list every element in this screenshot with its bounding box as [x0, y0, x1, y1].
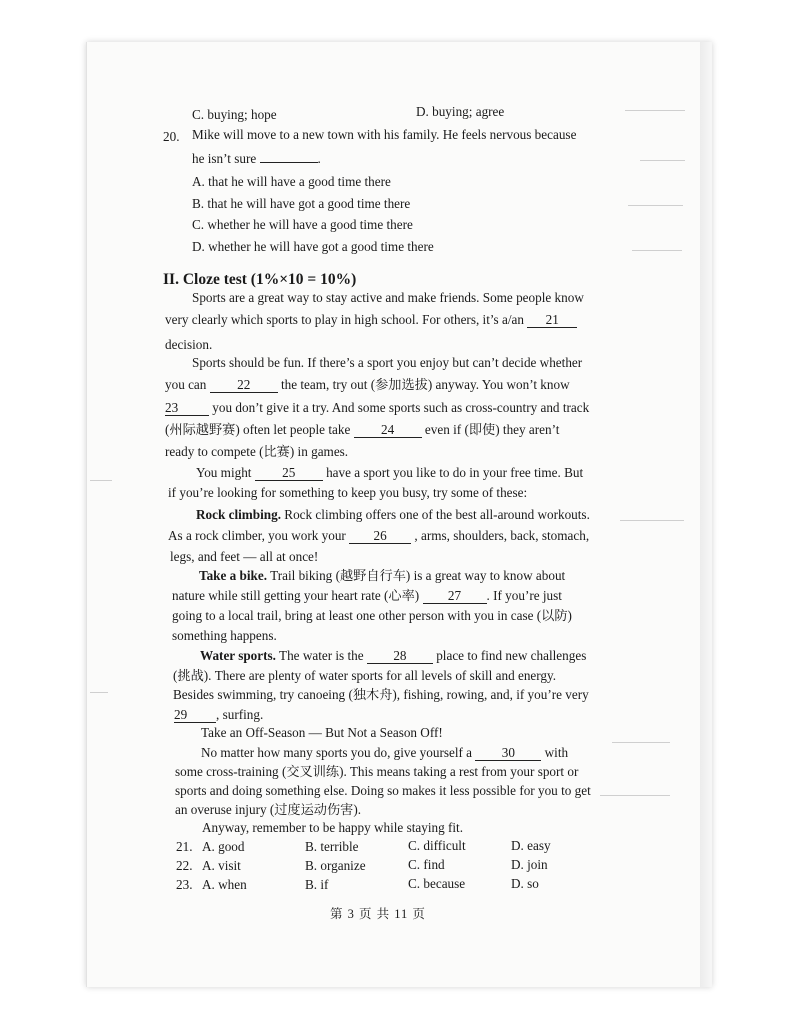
- passage-line: [168, 527, 589, 545]
- passage-text: have a sport you like to do in your free time. But: [326, 465, 584, 480]
- answer-23-c: C. because: [408, 876, 466, 891]
- blank-22: 22: [210, 378, 278, 393]
- passage-text: Trail biking (越野自行车) is a great way to know about: [270, 568, 566, 583]
- answer-23-b: B. if: [305, 877, 329, 892]
- passage-text: No matter how many sports you do, give yourself a: [201, 745, 473, 760]
- passage-line: [199, 567, 565, 585]
- q20-stem-line2: [192, 150, 321, 168]
- passage-text: you don’t give it a try. And some sports such as cross-country and track: [212, 400, 590, 415]
- bleed-through-mark: [620, 520, 684, 521]
- bleed-through-mark: [640, 160, 685, 161]
- passage-text: You might: [196, 465, 252, 480]
- subheading-take-a-bike: Take a bike.: [199, 568, 268, 583]
- blank-26: 26: [349, 529, 411, 544]
- bleed-through-mark: [628, 205, 683, 206]
- passage-text: . If you’re just: [486, 588, 562, 603]
- passage-line: [172, 587, 562, 605]
- subheading-rock-climbing: Rock climbing.: [196, 507, 281, 522]
- answer-22-a: A. visit: [202, 858, 241, 873]
- passage-text: As a rock climber, you work your: [168, 528, 346, 543]
- q20-stem-post: .: [317, 151, 321, 166]
- bleed-through-mark: [90, 692, 108, 693]
- passage-text: , arms, shoulders, back, stomach,: [414, 528, 590, 543]
- page-edge-shadow: [700, 42, 712, 987]
- passage-line: (挑战). There are plenty of water sports for all levels of skill and energy.: [173, 668, 557, 683]
- passage-line: an overuse injury (过度运动伤害).: [175, 802, 362, 817]
- passage-line: sports and doing something else. Doing so makes it less possible for you to get: [175, 783, 591, 798]
- passage-line: Besides swimming, try canoeing (独木舟), fishing, rowing, and, if you’re very: [173, 687, 589, 702]
- q20-option-d: D. whether he will have got a good time there: [192, 239, 434, 254]
- passage-line: [196, 464, 583, 482]
- answer-22-d: D. join: [511, 857, 548, 872]
- page-number-footer: 第 3 页 共 11 页: [330, 907, 426, 921]
- passage-text: Rock climbing offers one of the best all-around workouts.: [284, 507, 590, 522]
- passage-line: [165, 376, 570, 394]
- passage-line: ready to compete (比赛) in games.: [165, 444, 349, 459]
- answer-21-c: C. difficult: [408, 838, 466, 853]
- passage-text: nature while still getting your heart rate (心率): [172, 588, 420, 603]
- passage-text: the team, try out (参加选拔) anyway. You won’t know: [280, 377, 570, 392]
- q20-number: 20.: [163, 129, 180, 144]
- answer-21-b: B. terrible: [305, 839, 359, 854]
- q20-option-b: B. that he will have got a good time there: [192, 196, 411, 211]
- blank-24: 24: [354, 423, 422, 438]
- passage-line: Anyway, remember to be happy while staying fit.: [202, 820, 463, 835]
- section-title: II. Cloze test (1%×10 = 10%): [163, 271, 357, 288]
- bleed-through-mark: [625, 110, 685, 111]
- passage-text: very clearly which sports to play in high school. For others, it’s a/an: [165, 312, 524, 327]
- passage-line: [165, 311, 577, 329]
- subheading-water-sports: Water sports.: [200, 648, 276, 663]
- q19-option-d: D. buying; agree: [416, 104, 505, 119]
- passage-text: , surfing.: [216, 707, 264, 722]
- q20-stem-line1: Mike will move to a new town with his family. He feels nervous because: [192, 127, 577, 142]
- passage-text: (州际越野赛) often let people take: [165, 422, 351, 437]
- passage-line: [196, 506, 590, 524]
- blank-28: 28: [367, 649, 433, 664]
- bleed-through-mark: [612, 742, 670, 743]
- bleed-through-mark: [90, 480, 112, 481]
- q20-option-a: A. that he will have a good time there: [192, 174, 391, 189]
- q19-option-c: C. buying; hope: [192, 107, 277, 122]
- passage-text: even if (即使) they aren’t: [424, 422, 560, 437]
- blank-21: 21: [527, 313, 577, 328]
- answer-row-21-number: 21.: [176, 839, 193, 854]
- q20-answer-blank: [260, 162, 318, 163]
- blank-30: 30: [475, 746, 541, 761]
- passage-line: some cross-training (交叉训练). This means taking a rest from your sport or: [175, 764, 579, 779]
- answer-21-a: A. good: [202, 839, 245, 854]
- passage-line: going to a local trail, bring at least one other person with you in case (以防): [172, 608, 572, 623]
- passage-line: [201, 744, 568, 762]
- q20-option-c: C. whether he will have a good time there: [192, 217, 413, 232]
- passage-line: Sports should be fun. If there’s a sport you enjoy but can’t decide whether: [192, 355, 583, 370]
- blank-29: 29: [174, 708, 216, 723]
- passage-text: with: [544, 745, 569, 760]
- passage-line: Sports are a great way to stay active and make friends. Some people know: [192, 290, 584, 305]
- passage-line: Take an Off-Season — But Not a Season Off!: [201, 725, 443, 740]
- passage-line: [165, 399, 589, 417]
- answer-row-22-number: 22.: [176, 858, 193, 873]
- passage-line: legs, and feet — all at once!: [170, 549, 319, 564]
- blank-27: 27: [423, 589, 487, 604]
- bleed-through-mark: [632, 250, 682, 251]
- passage-line: [200, 647, 586, 665]
- blank-23: 23: [165, 401, 209, 416]
- passage-text: place to find new challenges: [436, 648, 587, 663]
- passage-text: The water is the: [279, 648, 364, 663]
- answer-23-d: D. so: [511, 876, 539, 891]
- answer-22-c: C. find: [408, 857, 445, 872]
- bleed-through-mark: [600, 795, 670, 796]
- answer-row-23-number: 23.: [176, 877, 193, 892]
- answer-22-b: B. organize: [305, 858, 366, 873]
- passage-line: decision.: [165, 337, 213, 352]
- passage-line: [165, 421, 559, 439]
- passage-line: something happens.: [172, 628, 277, 643]
- q20-stem-pre: he isn’t sure: [192, 151, 257, 166]
- blank-25: 25: [255, 466, 323, 481]
- passage-text: you can: [165, 377, 207, 392]
- answer-21-d: D. easy: [511, 838, 551, 853]
- answer-23-a: A. when: [202, 877, 247, 892]
- passage-line: if you’re looking for something to keep you busy, try some of these:: [168, 485, 528, 500]
- passage-line: [174, 706, 263, 724]
